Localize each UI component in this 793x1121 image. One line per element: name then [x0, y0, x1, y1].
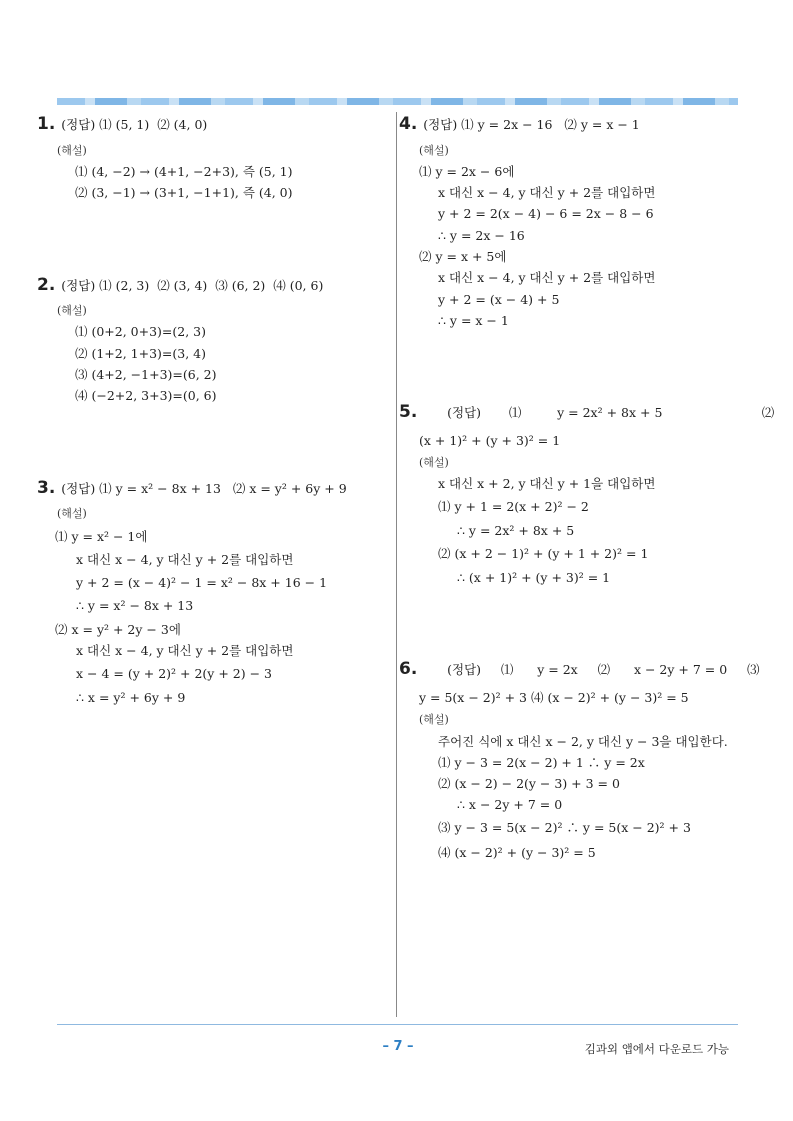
answer-text: (정답) ⑴ (5, 1) ⑵ (4, 0) [61, 117, 208, 132]
explanation-label: (해설) [57, 304, 87, 317]
solution-line: ⑵ (x + 2 − 1)² + (y + 1 + 2)² = 1 [438, 546, 649, 561]
solution-line: ∴ y = x² − 8x + 13 [76, 598, 194, 613]
solution-line: x − 4 = (y + 2)² + 2(y + 2) − 3 [76, 666, 272, 681]
solution-line: ⑴ (0+2, 0+3)=(2, 3) [75, 324, 207, 339]
solution-line: ⑵ (3, −1) → (3+1, −1+1), 즉 (4, 0) [75, 185, 293, 200]
solution-line: x 대신 x − 4, y 대신 y + 2를 대입하면 [76, 643, 294, 658]
footer-rule [57, 1024, 738, 1025]
solution-line: (x + 1)² + (y + 3)² = 1 [419, 433, 561, 448]
problem-number: 1. [37, 114, 56, 134]
explanation-label: (해설) [57, 507, 87, 520]
solution-line: ⑴ y = x² − 1에 [55, 529, 148, 544]
solution-line: x 대신 x + 2, y 대신 y + 1을 대입하면 [438, 476, 656, 491]
problem-header [399, 116, 640, 133]
column-divider [396, 112, 397, 1017]
explanation-label: (해설) [419, 713, 449, 726]
problem-number: 3. [37, 478, 56, 498]
solution-line: ∴ y = 2x − 16 [438, 228, 525, 243]
explanation-label: (해설) [419, 456, 449, 469]
solution-line: ⑵ x = y² + 2y − 3에 [55, 622, 181, 637]
solution-line: ⑵ (x − 2) − 2(y − 3) + 3 = 0 [438, 776, 620, 791]
solution-line: 주어진 식에 x 대신 x − 2, y 대신 y − 3을 대입한다. [438, 734, 728, 749]
solution-line: ⑶ y − 3 = 5(x − 2)² ∴ y = 5(x − 2)² + 3 [438, 820, 691, 835]
solution-line: ⑴ (4, −2) → (4+1, −2+3), 즉 (5, 1) [75, 164, 293, 179]
problem-number: 6. [399, 659, 418, 679]
page-number: – 7 – [382, 1039, 414, 1054]
solution-line: y + 2 = (x − 4) + 5 [438, 292, 560, 307]
answer-text: (정답) ⑴ y = 2x − 16 ⑵ y = x − 1 [423, 117, 640, 132]
solution-line: ⑴ y = 2x − 6에 [419, 164, 515, 179]
answer-text: (정답) ⑴ y = 2x² + 8x + 5 ⑵ [423, 405, 775, 420]
problem-number: 4. [399, 114, 418, 134]
solution-line: x 대신 x − 4, y 대신 y + 2를 대입하면 [76, 552, 294, 567]
answer-text: (정답) ⑴ y = x² − 8x + 13 ⑵ x = y² + 6y + 9 [61, 481, 347, 496]
solution-line: ∴ x − 2y + 7 = 0 [457, 797, 563, 812]
footer-note: 김과외 앱에서 다운로드 가능 [584, 1042, 729, 1056]
solution-line: ∴ (x + 1)² + (y + 3)² = 1 [457, 570, 611, 585]
solution-line: ⑴ y − 3 = 2(x − 2) + 1 ∴ y = 2x [438, 755, 645, 770]
solution-line: ⑵ y = x + 5에 [419, 249, 507, 264]
problem-header [37, 116, 207, 133]
explanation-label: (해설) [419, 144, 449, 157]
solution-line: y + 2 = (x − 4)² − 1 = x² − 8x + 16 − 1 [76, 575, 328, 590]
solution-line: ⑴ y + 1 = 2(x + 2)² − 2 [438, 499, 589, 514]
answer-text: (정답) ⑴ (2, 3) ⑵ (3, 4) ⑶ (6, 2) ⑷ (0, 6) [61, 278, 324, 293]
solution-line: ∴ y = 2x² + 8x + 5 [457, 523, 575, 538]
solution-line: x 대신 x − 4, y 대신 y + 2를 대입하면 [438, 270, 656, 285]
answer-text: (정답) ⑴ y = 2x ⑵ x − 2y + 7 = 0 ⑶ [423, 662, 760, 677]
solution-line: x 대신 x − 4, y 대신 y + 2를 대입하면 [438, 185, 656, 200]
solution-line: ⑷ (−2+2, 3+3)=(0, 6) [75, 388, 217, 403]
header-stripe [57, 98, 738, 105]
solution-line: ⑷ (x − 2)² + (y − 3)² = 5 [438, 845, 596, 860]
solution-line: y = 5(x − 2)² + 3 ⑷ (x − 2)² + (y − 3)² = 5 [419, 690, 689, 705]
problem-number: 2. [37, 275, 56, 295]
solution-line: ∴ y = x − 1 [438, 313, 509, 328]
problem-number: 5. [399, 402, 418, 422]
problem-header [399, 661, 760, 678]
solution-line: ∴ x = y² + 6y + 9 [76, 690, 186, 705]
problem-header [37, 277, 323, 294]
solution-line: ⑶ (4+2, −1+3)=(6, 2) [75, 367, 217, 382]
problem-header [399, 404, 774, 421]
solution-line: y + 2 = 2(x − 4) − 6 = 2x − 8 − 6 [438, 206, 654, 221]
explanation-label: (해설) [57, 144, 87, 157]
solution-line: ⑵ (1+2, 1+3)=(3, 4) [75, 346, 207, 361]
problem-header [37, 480, 347, 497]
